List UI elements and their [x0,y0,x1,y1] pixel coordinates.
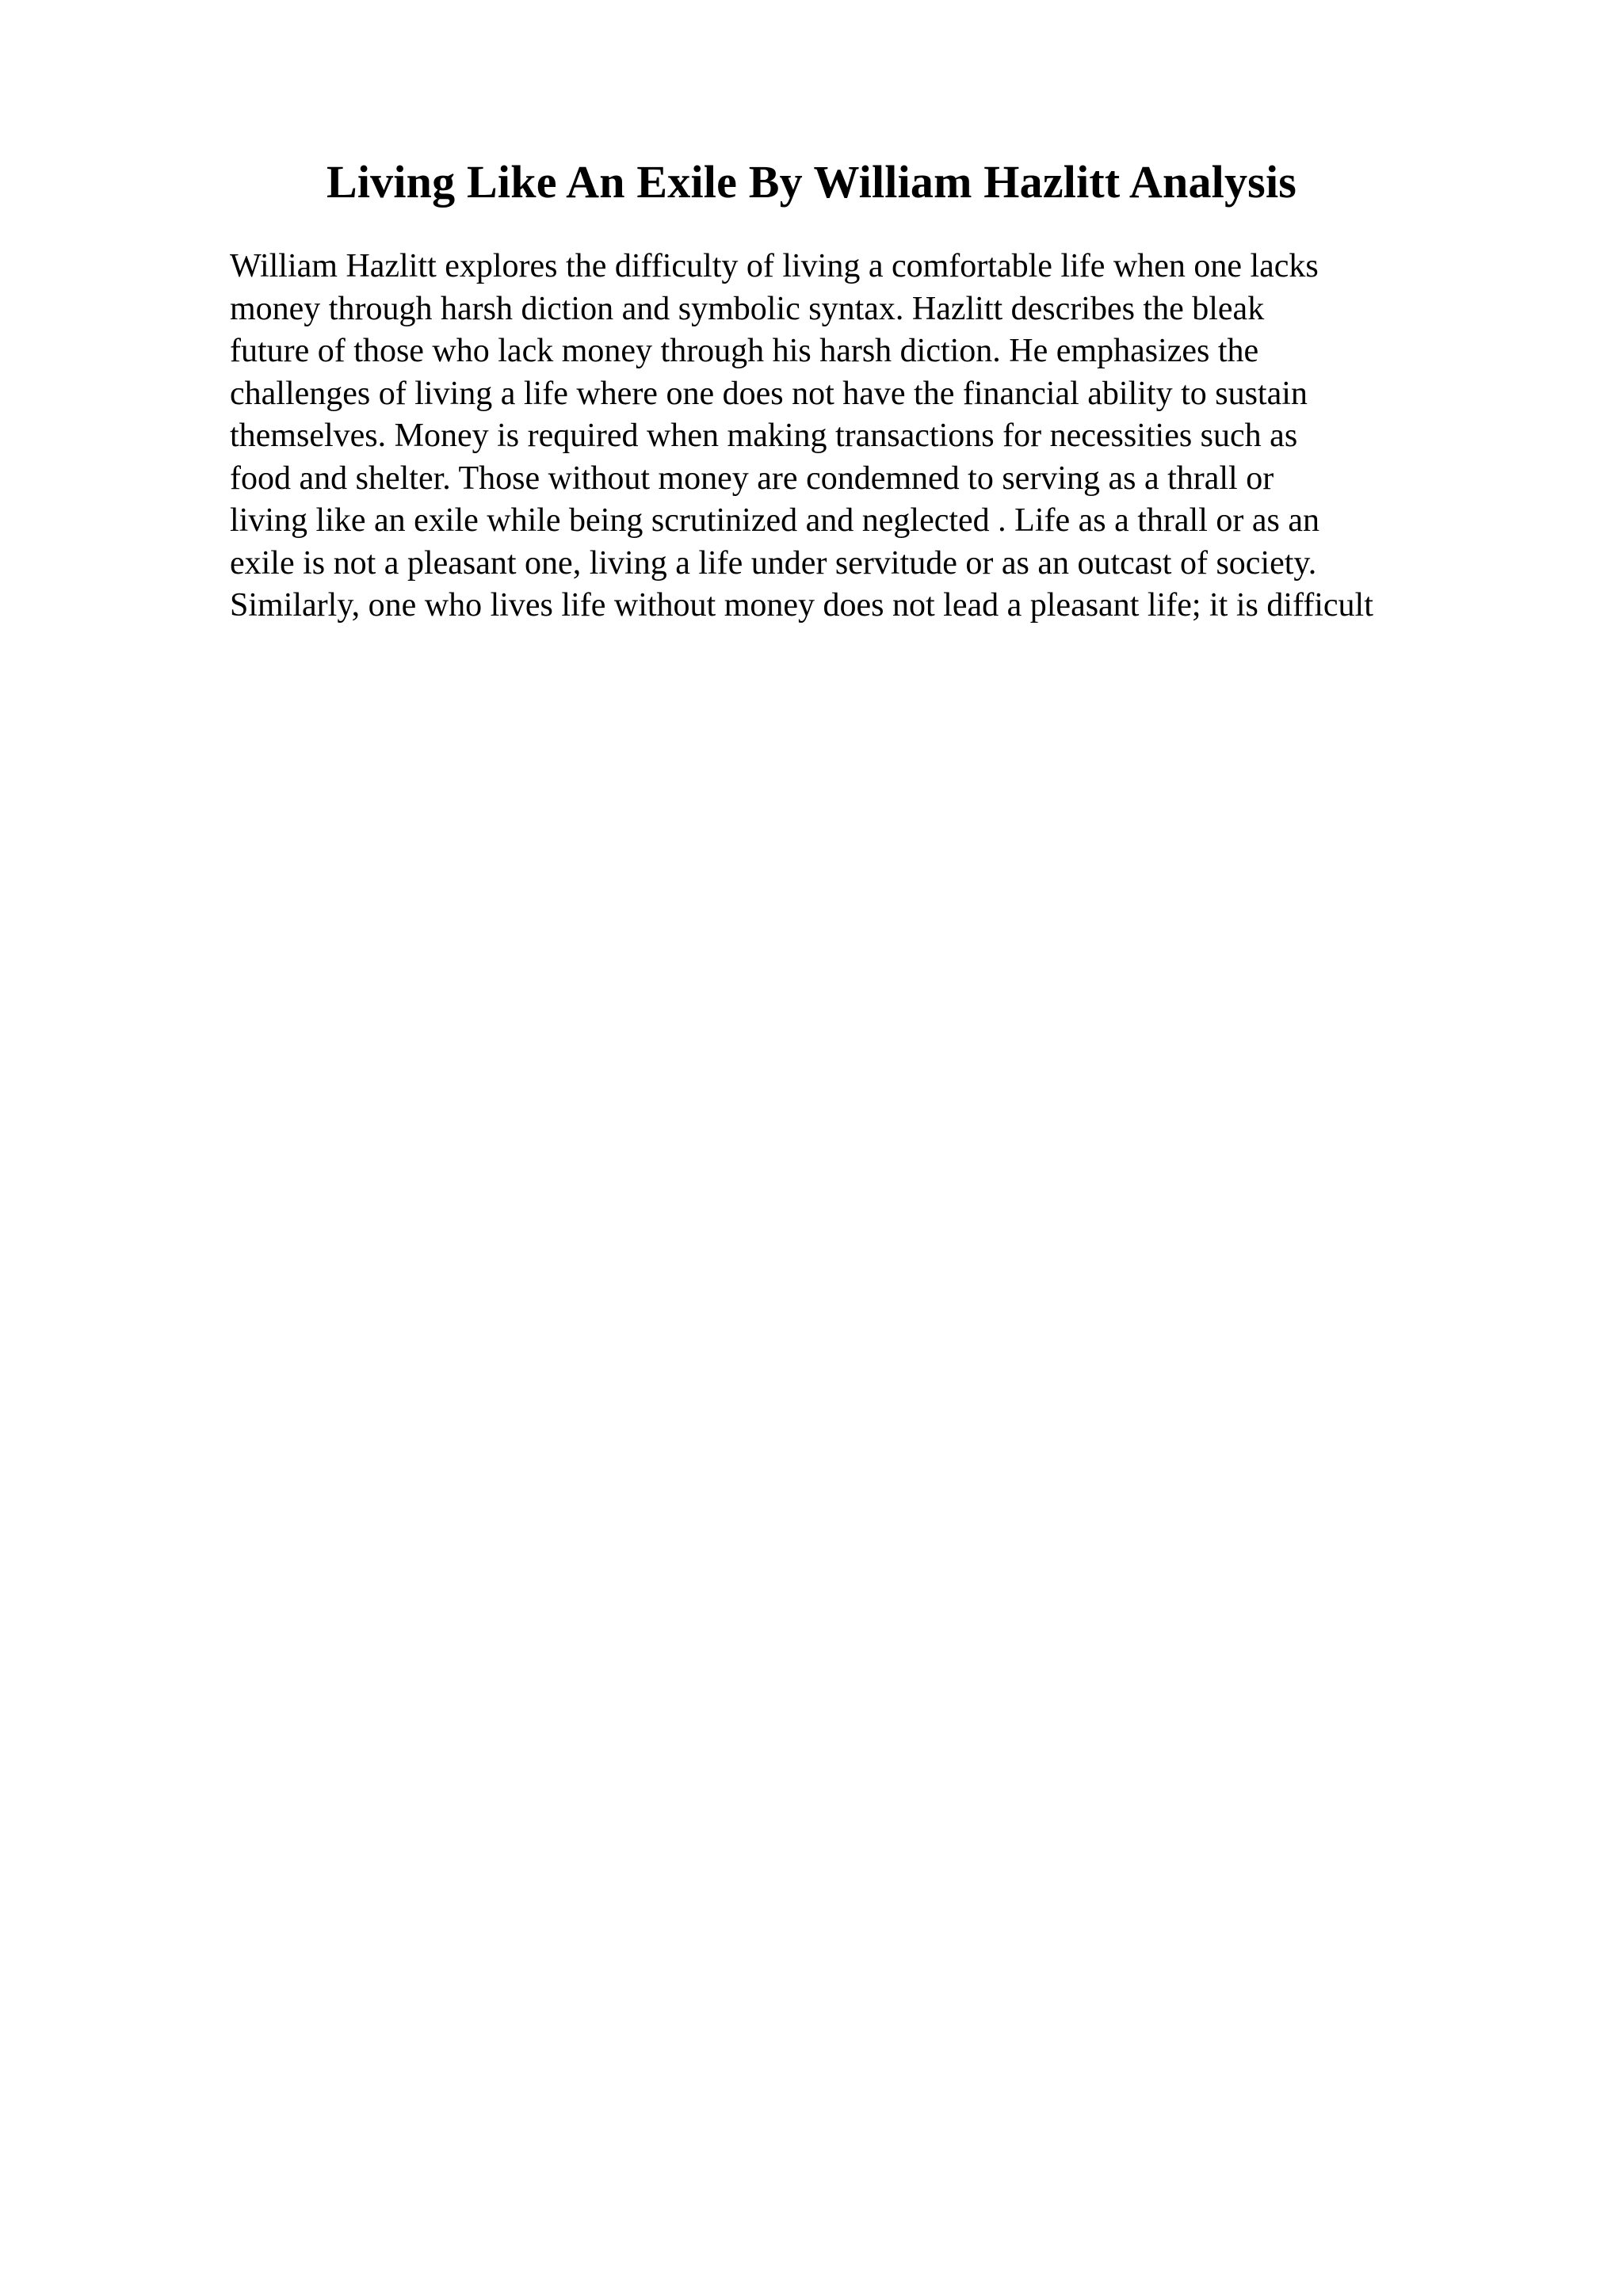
body-line: themselves. Money is required when making transactions for necessities such as [230,418,1298,454]
body-line: William Hazlitt explores the difficulty of living a comfortable life when one lacks [230,248,1319,284]
document-title: Living Like An Exile By William Hazlitt Analysis [326,156,1297,208]
body-line: Similarly, one who lives life without money does not lead a pleasant life; it is difficult [230,587,1373,624]
body-line: exile is not a pleasant one, living a life under servitude or as an outcast of society. [230,544,1317,582]
body-line: money through harsh diction and symbolic syntax. Hazlitt describes the bleak [230,290,1265,327]
body-line: food and shelter. Those without money are condemned to serving as a thrall or [230,460,1274,497]
body-line: challenges of living a life where one does not have the financial ability to sustain [230,375,1308,412]
body-line: future of those who lack money through his harsh diction. He emphasizes the [230,333,1259,369]
document-body [230,246,1529,627]
body-line: living like an exile while being scrutinized and neglected . Life as a thrall or as an [230,502,1320,539]
